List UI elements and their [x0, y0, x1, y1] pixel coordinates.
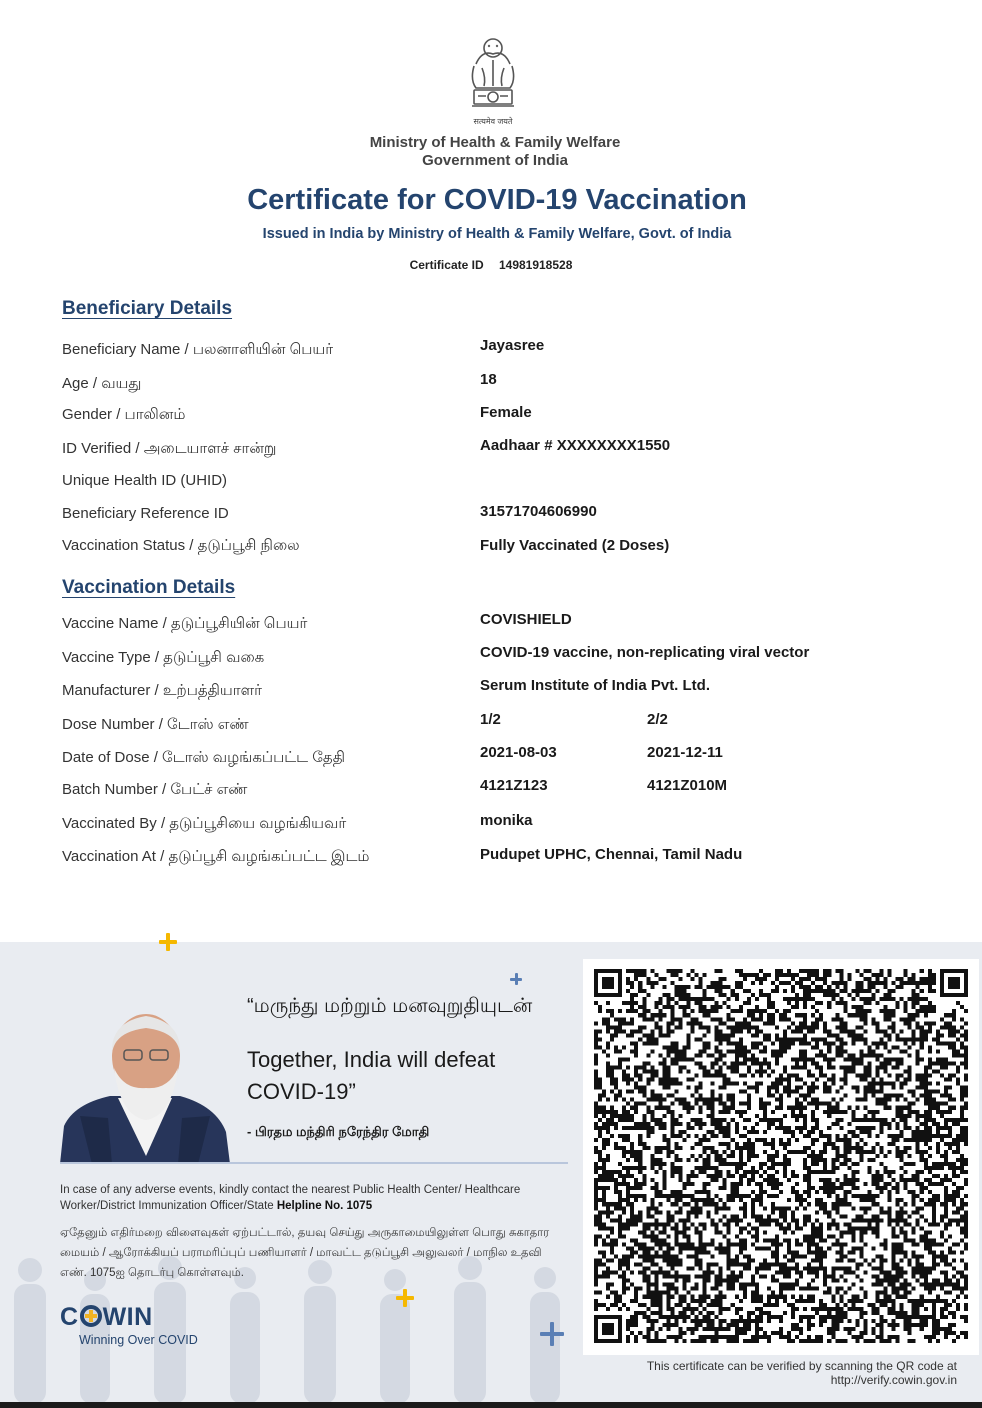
certificate-id — [0, 258, 982, 272]
certificate-subtitle: Issued in India by Ministry of Health & Family Welfare, Govt. of India — [262, 226, 732, 242]
id-verified-value: Aadhaar # XXXXXXXX1550 — [480, 437, 671, 454]
vaccine-name-label: Vaccine Name / தடுப்பூசியின் பெயர் — [62, 615, 308, 632]
uhid-label: Unique Health ID (UHID) — [62, 472, 228, 489]
portrait-image — [60, 1006, 230, 1164]
beneficiary-section-title: Beneficiary Details — [62, 298, 233, 319]
quote-divider — [60, 1162, 568, 1164]
cowin-logo-win: WIN — [102, 1303, 153, 1331]
vaccination-status-value: Fully Vaccinated (2 Doses) — [480, 537, 670, 554]
adverse-events-tamil: ஏதேனும் எதிர்மறை விளைவுகள் ஏற்பட்டால், தயவு செய்து அருகாமையிலுள்ள பொது சுகாதார மையம் / ஆரோக்கியப் பராமரிப்புப் பணியாளர் / மாவட்ட தடுப்பூசி அலுவலர் / மாநில உதவி எண். 1075ஐ தொடர்பு கொள்ளவும். — [60, 1227, 550, 1279]
dose-number-2: 2/2 — [647, 711, 668, 728]
ministry-line-1: Ministry of Health & Family Welfare — [369, 134, 621, 151]
id-verified-label: ID Verified / அடையாளச் சான்று — [62, 440, 277, 457]
plus-icon — [510, 973, 522, 985]
vaccinated-by-value: monika — [480, 812, 533, 829]
certificate-id-value: 14981918528 — [498, 258, 573, 272]
dose-number-label: Dose Number / டோஸ் எண் — [62, 716, 249, 733]
plus-icon — [396, 1289, 414, 1307]
quote-attribution: - பிரதம மந்திரி நரேந்திர மோதி — [247, 1124, 430, 1139]
cowin-logo-plus-o — [80, 1305, 102, 1327]
vaccine-type-label: Vaccine Type / தடுப்பூசி வகை — [62, 649, 265, 666]
batch-number-label: Batch Number / பேட்ச் எண் — [62, 781, 248, 798]
emblem-caption: सत्यमेव जयते — [473, 117, 513, 126]
verification-url: http://verify.cowin.gov.in — [830, 1373, 957, 1387]
beneficiary-name-label: Beneficiary Name / பலனாளியின் பெயர் — [62, 341, 334, 358]
beneficiary-name-value: Jayasree — [480, 337, 545, 354]
beneficiary-reference-id-value: 31571704606990 — [480, 503, 597, 520]
certificate-id-label: Certificate ID — [409, 258, 484, 272]
ministry-name — [0, 134, 982, 170]
cowin-logo-icon — [60, 1303, 153, 1332]
vaccination-at-value: Pudupet UPHC, Chennai, Tamil Nadu — [480, 846, 743, 863]
vaccination-section-title: Vaccination Details — [62, 577, 236, 598]
beneficiary-reference-id-label: Beneficiary Reference ID — [62, 505, 229, 522]
vaccination-status-label: Vaccination Status / தடுப்பூசி நிலை — [62, 537, 300, 554]
vaccination-at-label: Vaccination At / தடுப்பூசி வழங்கப்பட்ட இடம் — [62, 848, 370, 865]
age-value: 18 — [480, 371, 497, 388]
cowin-logo-c: C — [60, 1303, 79, 1331]
adverse-events-english — [60, 1182, 560, 1214]
ministry-line-2: Government of India — [422, 152, 568, 169]
plus-icon — [159, 933, 177, 951]
adverse-events-text: In case of any adverse events, kindly contact the nearest Public Health Center/ Healthcare Worker/District Immunization Officer/State — [60, 1184, 521, 1212]
plus-icon — [540, 1322, 564, 1346]
vaccine-type-value: COVID-19 vaccine, non-replicating viral vector — [480, 644, 810, 661]
age-label: Age / வயது — [62, 375, 142, 392]
verification-text: This certificate can be verified by scanning the QR code at — [646, 1359, 957, 1373]
date-of-dose-1: 2021-08-03 — [480, 744, 557, 761]
verification-note — [560, 1359, 957, 1387]
date-of-dose-label: Date of Dose / டோஸ் வழங்கப்பட்ட தேதி — [62, 749, 345, 766]
cowin-tagline: Winning Over COVID — [79, 1333, 198, 1347]
helpline-number: Helpline No. 1075 — [276, 1200, 373, 1212]
dose-number-1: 1/2 — [480, 711, 501, 728]
manufacturer-value: Serum Institute of India Pvt. Ltd. — [480, 677, 711, 694]
quote-english: Together, India will defeat COVID-19” — [247, 1047, 496, 1104]
qr-code-icon — [594, 969, 968, 1343]
gender-value: Female — [480, 404, 532, 421]
qr-code-container — [583, 959, 979, 1355]
date-of-dose-2: 2021-12-11 — [647, 744, 723, 761]
vaccinated-by-label: Vaccinated By / தடுப்பூசியை வழங்கியவர் — [62, 815, 347, 832]
bottom-border — [0, 1402, 982, 1408]
certificate-title: Certificate for COVID-19 Vaccination — [247, 184, 747, 216]
gender-label: Gender / பாலினம் — [62, 406, 186, 423]
batch-number-2: 4121Z010M — [647, 777, 728, 794]
vaccine-name-value: COVISHIELD — [480, 611, 572, 628]
quote-tamil: “மருந்து மற்றும் மனவுறுதியுடன் — [247, 995, 533, 1017]
manufacturer-label: Manufacturer / உற்பத்தியாளர் — [62, 682, 262, 699]
batch-number-1: 4121Z123 — [480, 777, 548, 794]
